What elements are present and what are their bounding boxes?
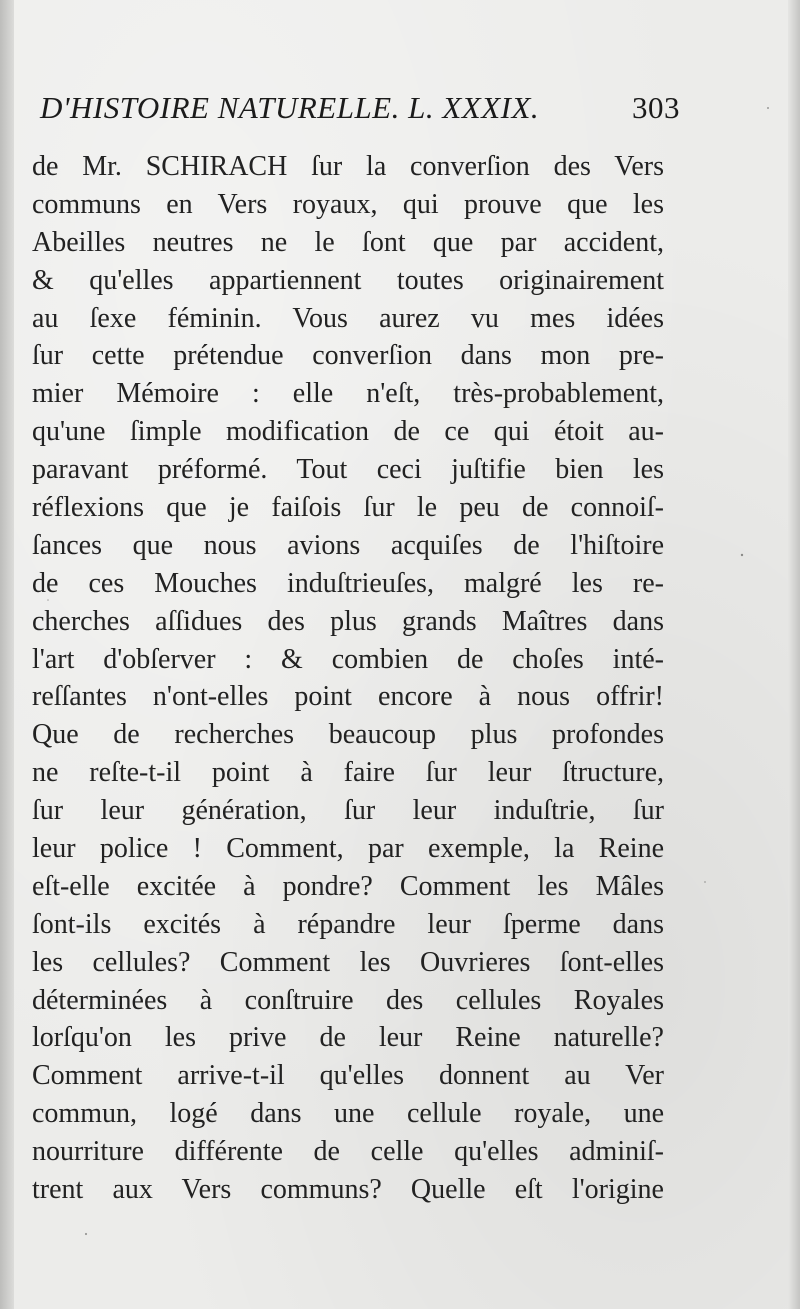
text-line: cherches aſſidues des plus grands Maîtres dans xyxy=(32,605,664,637)
text-line: ſances que nous avions acquiſes de l'hiſtoire xyxy=(32,529,664,561)
text-line: de Mr. SCHIRACH ſur la converſion des Vers xyxy=(32,151,664,182)
text-line: ne reſte-t-il point à faire ſur leur ſtructure, xyxy=(32,757,664,789)
text-line: ſont-ils excités à répandre leur ſperme dans xyxy=(32,908,664,940)
page-left-edge xyxy=(0,0,14,1309)
text-line: l'art d'obſerver : & combien de choſes inté- xyxy=(32,643,664,675)
text-line: de ces Mouches induſtrieuſes, malgré les re- xyxy=(32,567,664,599)
text-line: lorſqu'on les prive de leur Reine naturelle? xyxy=(32,1022,664,1054)
text-line: Abeilles neutres ne le ſont que par accident, xyxy=(32,226,664,258)
text-line: & qu'elles appartiennent toutes originairement xyxy=(32,264,664,296)
text-line: eſt-elle excitée à pondre? Comment les Mâles xyxy=(32,870,664,902)
text-line: ſur leur génération, ſur leur induſtrie, ſur xyxy=(32,795,664,827)
text-line: déterminées à conſtruire des cellules Royales xyxy=(32,984,664,1016)
text-line: leur police ! Comment, par exemple, la Reine xyxy=(32,833,664,865)
text-line: communs en Vers royaux, qui prouve que les xyxy=(32,188,664,220)
text-line: commun, logé dans une cellule royale, une xyxy=(32,1098,664,1130)
page-right-edge xyxy=(788,0,800,1309)
body-text xyxy=(32,148,664,1209)
text-line: les cellules? Comment les Ouvrieres ſont-elles xyxy=(32,946,664,978)
text-line: mier Mémoire : elle n'eſt, très-probablement, xyxy=(32,378,664,410)
text-line: Comment arrive-t-il qu'elles donnent au Ver xyxy=(32,1060,664,1092)
running-header xyxy=(40,90,680,140)
text-line: reſſantes n'ont-elles point encore à nous offrir! xyxy=(32,681,664,713)
text-line: Que de recherches beaucoup plus profondes xyxy=(32,719,664,751)
text-line: trent aux Vers communs? Quelle eſt l'origine xyxy=(32,1174,664,1206)
running-header-title: D'HISTOIRE NATURELLE. L. XXXIX. xyxy=(40,90,540,125)
text-line: qu'une ſimple modification de ce qui étoit au- xyxy=(32,416,664,448)
page-number: 303 xyxy=(632,90,680,125)
text-line: ſur cette prétendue converſion dans mon pre- xyxy=(32,340,664,372)
text-line: au ſexe féminin. Vous aurez vu mes idées xyxy=(32,302,664,334)
text-line: nourriture différente de celle qu'elles adminiſ- xyxy=(32,1136,664,1168)
text-line: paravant préformé. Tout ceci juſtifie bien les xyxy=(32,454,664,486)
text-line: réflexions que je faiſois ſur le peu de connoiſ- xyxy=(32,492,664,524)
